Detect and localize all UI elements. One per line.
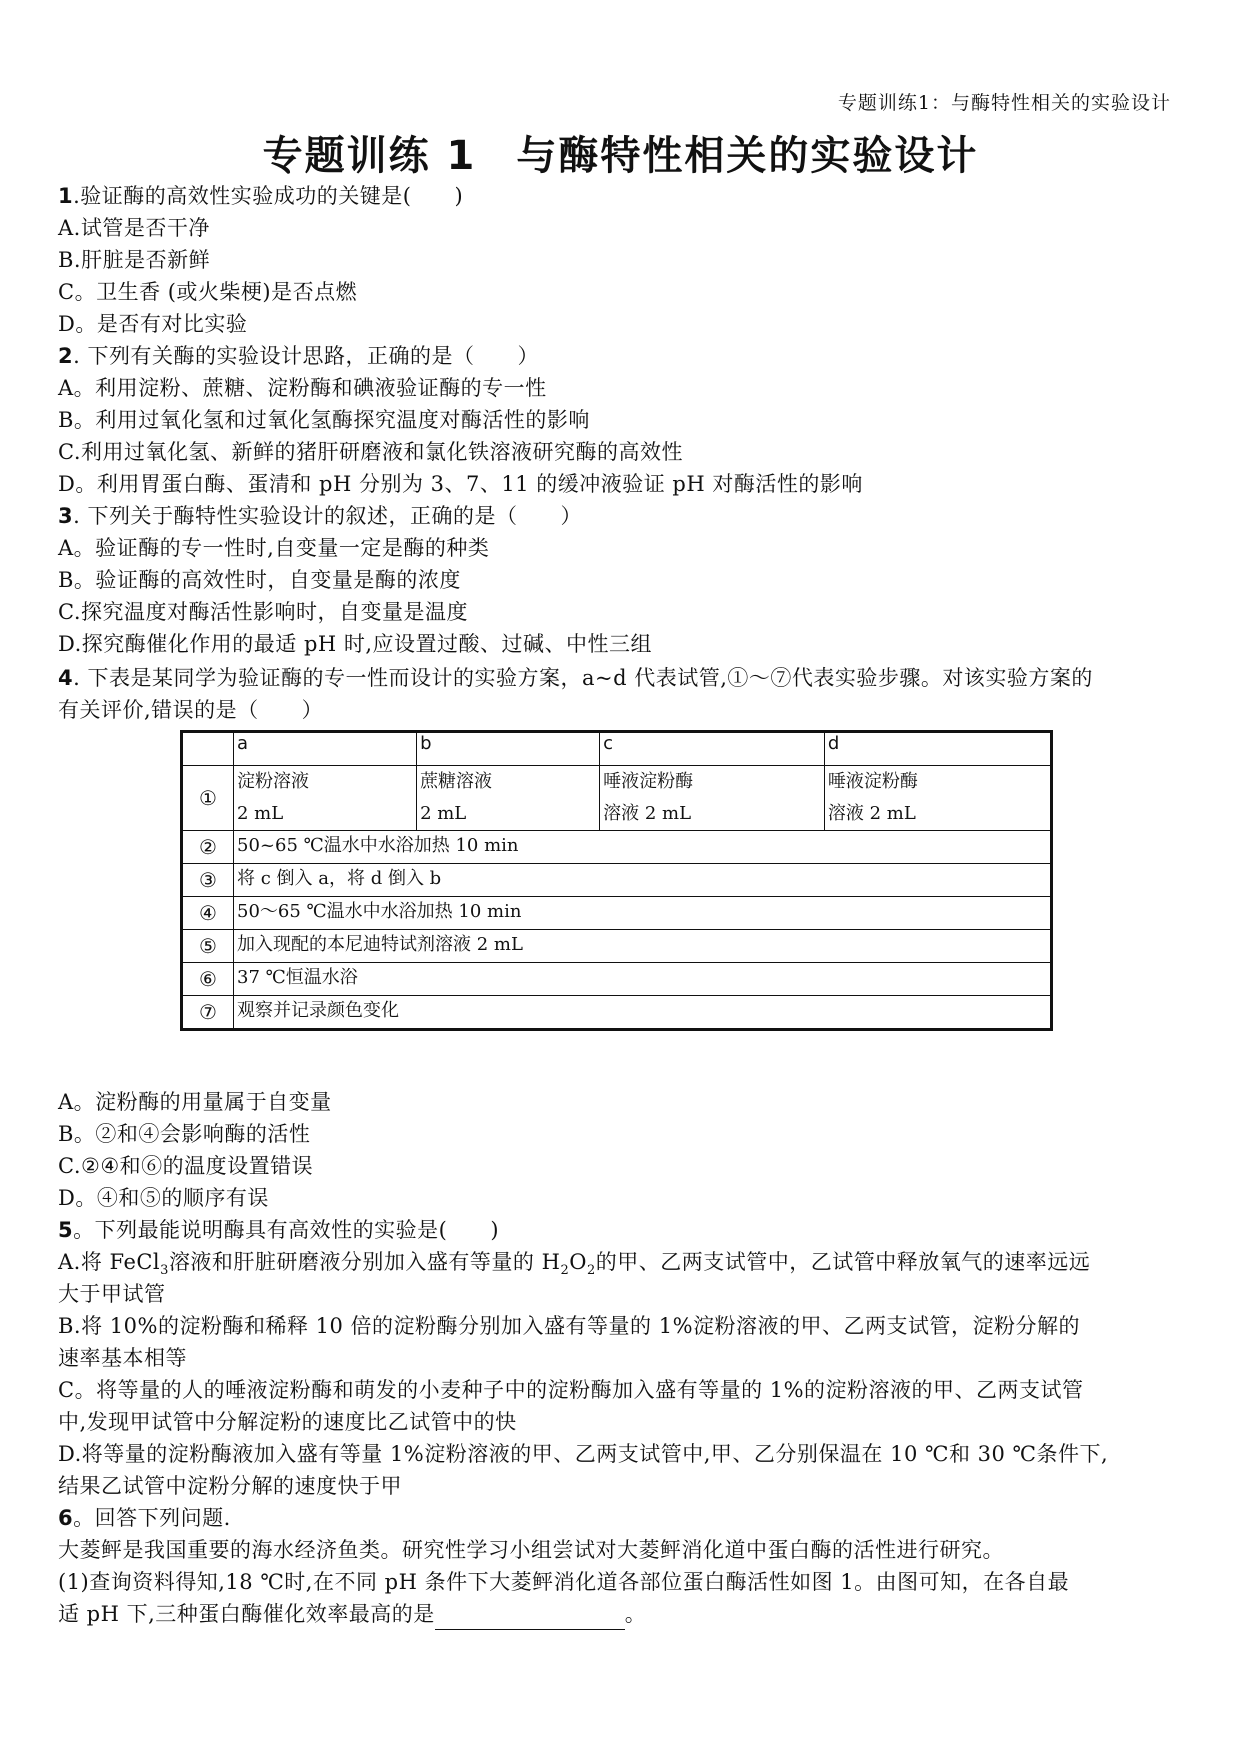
question-5-option-d-cont: 结果乙试管中淀粉分解的速度快于甲 [58, 1474, 402, 1498]
table-row-step-1 [182, 766, 1052, 831]
question-1-option-a: A.试管是否干净 [58, 216, 210, 240]
question-number: 1 [58, 184, 74, 208]
question-1-option-d: D。是否有对比实验 [58, 312, 248, 336]
question-text: 。回答下列问题. [73, 1506, 231, 1530]
table-corner-cell [182, 732, 234, 766]
step-label: ③ [182, 864, 234, 897]
question-text: . 下列关于酶特性实验设计的叙述，正确的是（ ） [73, 504, 582, 528]
step-description: 观察并记录颜色变化 [234, 996, 1052, 1030]
cell-line: 淀粉溶液 [237, 771, 309, 792]
question-number: 4 [58, 666, 74, 690]
running-header: 专题训练1：与酶特性相关的实验设计 [837, 92, 1171, 114]
text-run: 适 pH 下,三种蛋白酶催化效率最高的是 [58, 1602, 435, 1626]
question-number: 2 [58, 344, 74, 368]
table-cell-a [234, 766, 417, 831]
table-cell-d [824, 766, 1051, 831]
question-3-option-c: C.探究温度对酶活性影响时，自变量是温度 [58, 600, 468, 624]
text-run: 溶液和肝脏研磨液分别加入盛有等量的 H [168, 1250, 561, 1274]
table-row-step-5 [182, 930, 1052, 963]
column-header-a: a [234, 732, 417, 766]
step-label: ① [182, 766, 234, 831]
question-6-stem [58, 1502, 231, 1534]
text-run: A.将 FeCl [58, 1250, 161, 1274]
question-6-intro: 大菱鲆是我国重要的海水经济鱼类。研究性学习小组尝试对大菱鲆消化道中蛋白酶的活性进行研究。 [58, 1538, 1004, 1562]
cell-line: 唾液淀粉酶 [603, 771, 694, 792]
cell-line: 唾液淀粉酶 [827, 771, 918, 792]
column-header-b: b [417, 732, 600, 766]
table-header-row [182, 732, 1052, 766]
question-5-option-c-cont: 中,发现甲试管中分解淀粉的速度比乙试管中的快 [58, 1410, 517, 1434]
text-run: O [569, 1250, 587, 1274]
text-run: 。 [624, 1602, 647, 1626]
question-text: 。下列最能说明酶具有高效性的实验是( ) [73, 1218, 500, 1242]
question-6-part-1: (1)查询资料得知,18 ℃时,在不同 pH 条件下大菱鲆消化道各部位蛋白酶活性如图 1。由图可知，在各自最 [58, 1570, 1070, 1594]
question-2-option-d: D。利用胃蛋白酶、蛋清和 pH 分别为 3、7、11 的缓冲液验证 pH 对酶活性的影响 [58, 472, 863, 496]
step-description: 加入现配的本尼迪特试剂溶液 2 mL [234, 930, 1052, 963]
table-row-step-2 [182, 831, 1052, 864]
question-3-option-d: D.探究酶催化作用的最适 pH 时,应设置过酸、过碱、中性三组 [58, 632, 653, 656]
question-5-option-c: C。将等量的人的唾液淀粉酶和萌发的小麦种子中的淀粉酶加入盛有等量的 1%的淀粉溶液的甲、乙两支试管 [58, 1378, 1084, 1402]
step-label: ⑦ [182, 996, 234, 1030]
question-5-option-a-cont: 大于甲试管 [58, 1282, 166, 1306]
step-description: 50~65 ℃温水中水浴加热 10 min [234, 831, 1052, 864]
step-label: ④ [182, 897, 234, 930]
step-description: 将 c 倒入 a，将 d 倒入 b [234, 864, 1052, 897]
question-2-stem [58, 340, 539, 372]
table-row-step-4 [182, 897, 1052, 930]
question-number: 5 [58, 1218, 74, 1242]
step-label: ⑤ [182, 930, 234, 963]
question-4-option-d: D。④和⑤的顺序有误 [58, 1186, 269, 1210]
question-2-option-a: A。利用淀粉、蔗糖、淀粉酶和碘液验证酶的专一性 [58, 376, 547, 400]
question-1-option-c: C。卫生香 (或火柴梗)是否点燃 [58, 280, 358, 304]
step-label: ② [182, 831, 234, 864]
table-row-step-3 [182, 864, 1052, 897]
table-row-step-6 [182, 963, 1052, 996]
question-number: 3 [58, 504, 74, 528]
column-header-c: c [600, 732, 825, 766]
question-5-option-b-cont: 速率基本相等 [58, 1346, 187, 1370]
question-4-option-c: C.②④和⑥的温度设置错误 [58, 1154, 314, 1178]
question-3-stem [58, 500, 582, 532]
question-5-stem [58, 1214, 499, 1246]
question-text: . 下表是某同学为验证酶的专一性而设计的实验方案，a~d 代表试管,①～⑦代表实验步骤。对该实验方案的 [73, 666, 1093, 690]
question-4-option-b: B。②和④会影响酶的活性 [58, 1122, 311, 1146]
step-label: ⑥ [182, 963, 234, 996]
question-5-option-d: D.将等量的淀粉酶液加入盛有等量 1%淀粉溶液的甲、乙两支试管中,甲、乙分别保温在 10 ℃和 30 ℃条件下, [58, 1442, 1109, 1466]
question-5-option-a [58, 1246, 1090, 1287]
question-5-option-b: B.将 10%的淀粉酶和稀释 10 倍的淀粉酶分别加入盛有等量的 1%淀粉溶液的甲、乙两支试管，淀粉分解的 [58, 1314, 1081, 1338]
question-2-option-b: B。利用过氧化氢和过氧化氢酶探究温度对酶活性的影响 [58, 408, 590, 432]
title-part-1: 专题训练 1 [262, 133, 477, 179]
column-header-d: d [824, 732, 1051, 766]
cell-line: 2 mL [237, 803, 284, 824]
page-title [0, 124, 1241, 181]
question-4-stem-cont: 有关评价,错误的是（ ） [58, 698, 324, 722]
cell-line: 2 mL [420, 803, 467, 824]
cell-line: 溶液 2 mL [827, 803, 916, 824]
question-number: 6 [58, 1506, 74, 1530]
question-text: . 下列有关酶的实验设计思路，正确的是（ ） [73, 344, 539, 368]
step-description: 37 ℃恒温水浴 [234, 963, 1052, 996]
answer-blank[interactable] [435, 1607, 625, 1630]
question-1-stem [58, 180, 463, 212]
table-cell-c [600, 766, 825, 831]
question-3-option-b: B。验证酶的高效性时，自变量是酶的浓度 [58, 568, 461, 592]
question-6-part-1-cont [58, 1598, 646, 1630]
subscript: 3 [160, 1263, 169, 1279]
subscript: 2 [560, 1263, 570, 1279]
title-part-2: 与酶特性相关的实验设计 [516, 133, 979, 179]
table-cell-b [417, 766, 600, 831]
question-2-option-c: C.利用过氧化氢、新鲜的猪肝研磨液和氯化铁溶液研究酶的高效性 [58, 440, 683, 464]
question-4-stem [58, 662, 1093, 694]
cell-line: 溶液 2 mL [603, 803, 692, 824]
subscript: 2 [586, 1263, 596, 1279]
question-4-option-a: A。淀粉酶的用量属于自变量 [58, 1090, 332, 1114]
cell-line: 蔗糖溶液 [420, 771, 493, 792]
question-text: .验证酶的高效性实验成功的关键是( ) [73, 184, 464, 208]
question-1-option-b: B.肝脏是否新鲜 [58, 248, 211, 272]
experiment-table [180, 730, 1053, 1031]
table-row-step-7 [182, 996, 1052, 1030]
question-3-option-a: A。验证酶的专一性时,自变量一定是酶的种类 [58, 536, 490, 560]
text-run: 的甲、乙两支试管中，乙试管中释放氧气的速率远远 [595, 1250, 1091, 1274]
step-description: 50～65 ℃温水中水浴加热 10 min [234, 897, 1052, 930]
